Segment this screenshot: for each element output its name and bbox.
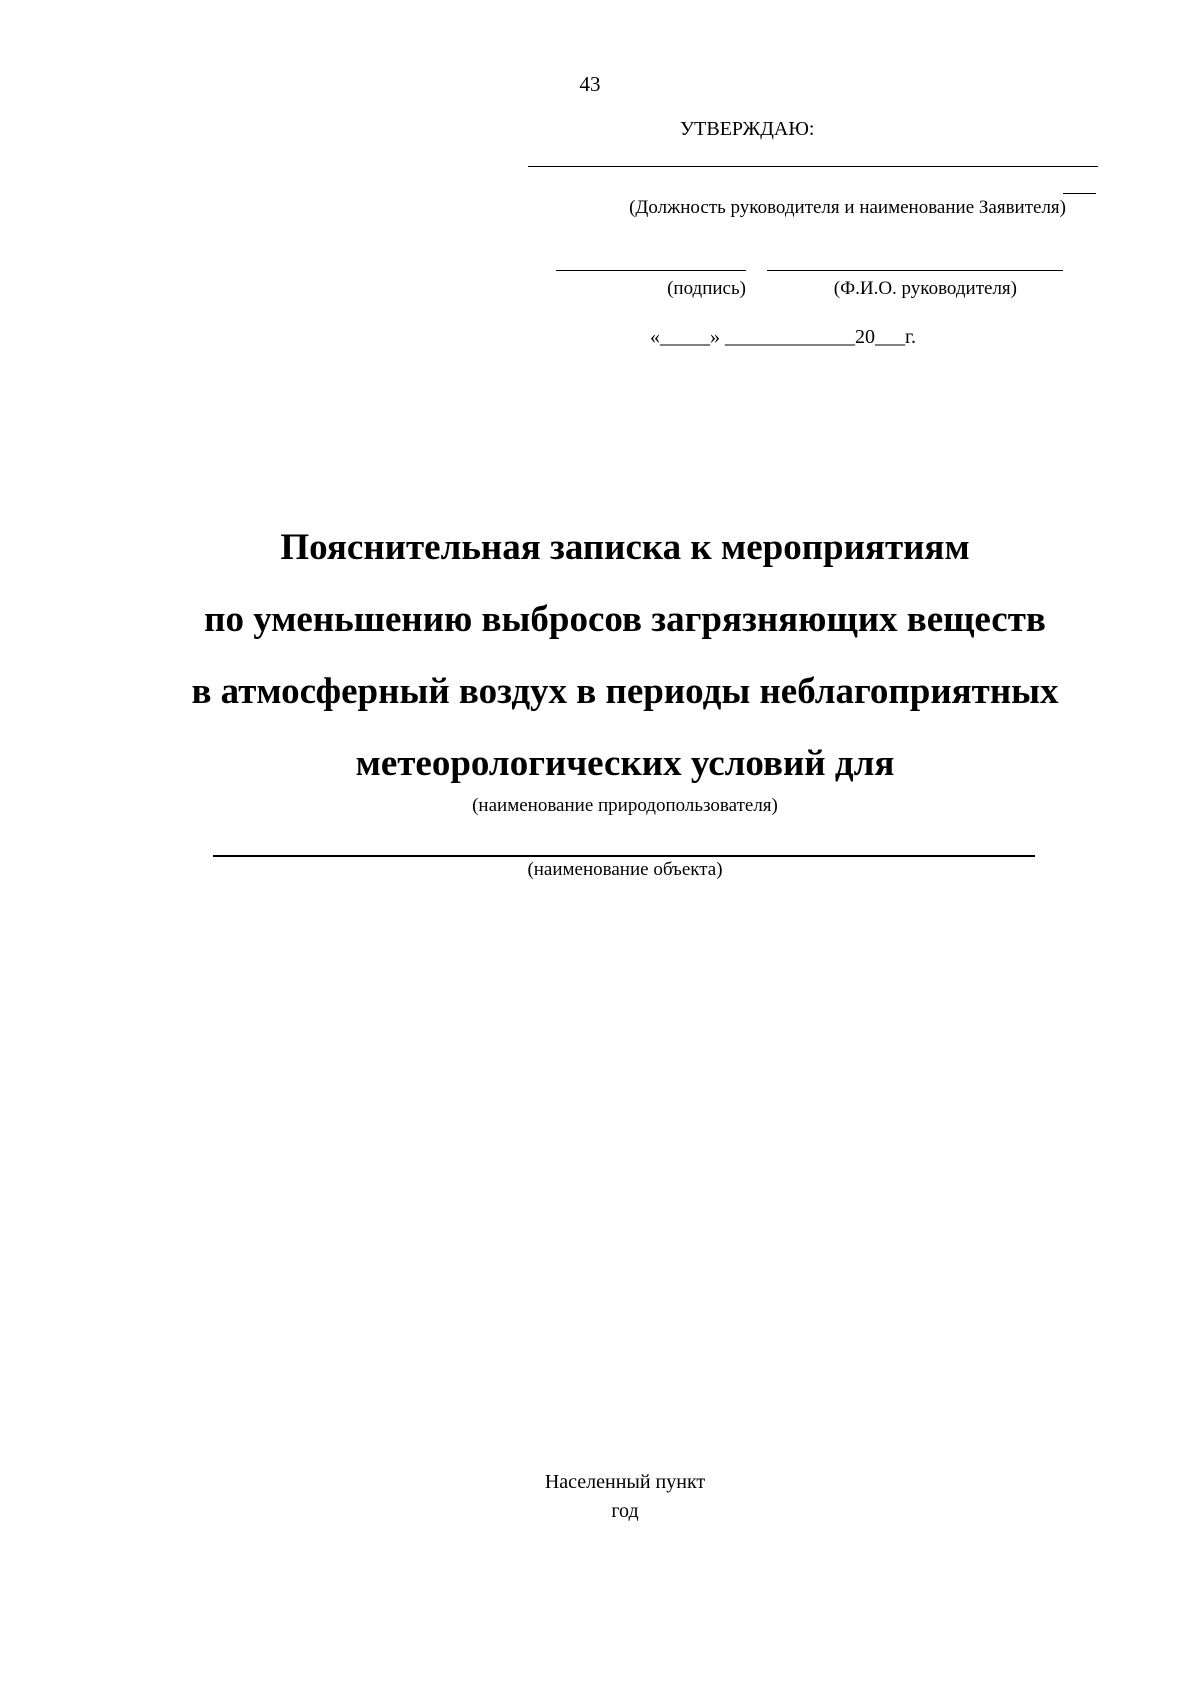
title-line-1: Пояснительная записка к мероприятиям <box>280 527 970 568</box>
year-label: год <box>611 1500 639 1522</box>
approval-date-line: «_____» _____________20___г. <box>650 326 916 348</box>
nature-user-caption: (наименование природопользователя) <box>472 795 778 816</box>
page-number: 43 <box>579 72 601 96</box>
signature-caption: (подпись) <box>667 278 746 299</box>
fio-caption: (Ф.И.О. руководителя) <box>833 278 1017 299</box>
fio-underline <box>767 270 1063 271</box>
signature-underline <box>556 270 746 271</box>
title-line-3: в атмосферный воздух в периоды неблагоприятных <box>191 671 1059 712</box>
position-underline-tail <box>1063 193 1096 194</box>
position-caption: (Должность руководителя и наименование Заявителя) <box>629 197 1066 218</box>
position-underline <box>528 166 1098 167</box>
title-line-2: по уменьшению выбросов загрязняющих веществ <box>204 599 1046 640</box>
document-title <box>60 512 1190 800</box>
title-line-4: метеорологических условий для <box>355 743 895 784</box>
object-caption: (наименование объекта) <box>527 859 723 880</box>
approval-heading: УТВЕРЖДАЮ: <box>680 118 815 140</box>
object-underline <box>213 855 1035 857</box>
settlement-label: Населенный пункт <box>544 1471 706 1493</box>
